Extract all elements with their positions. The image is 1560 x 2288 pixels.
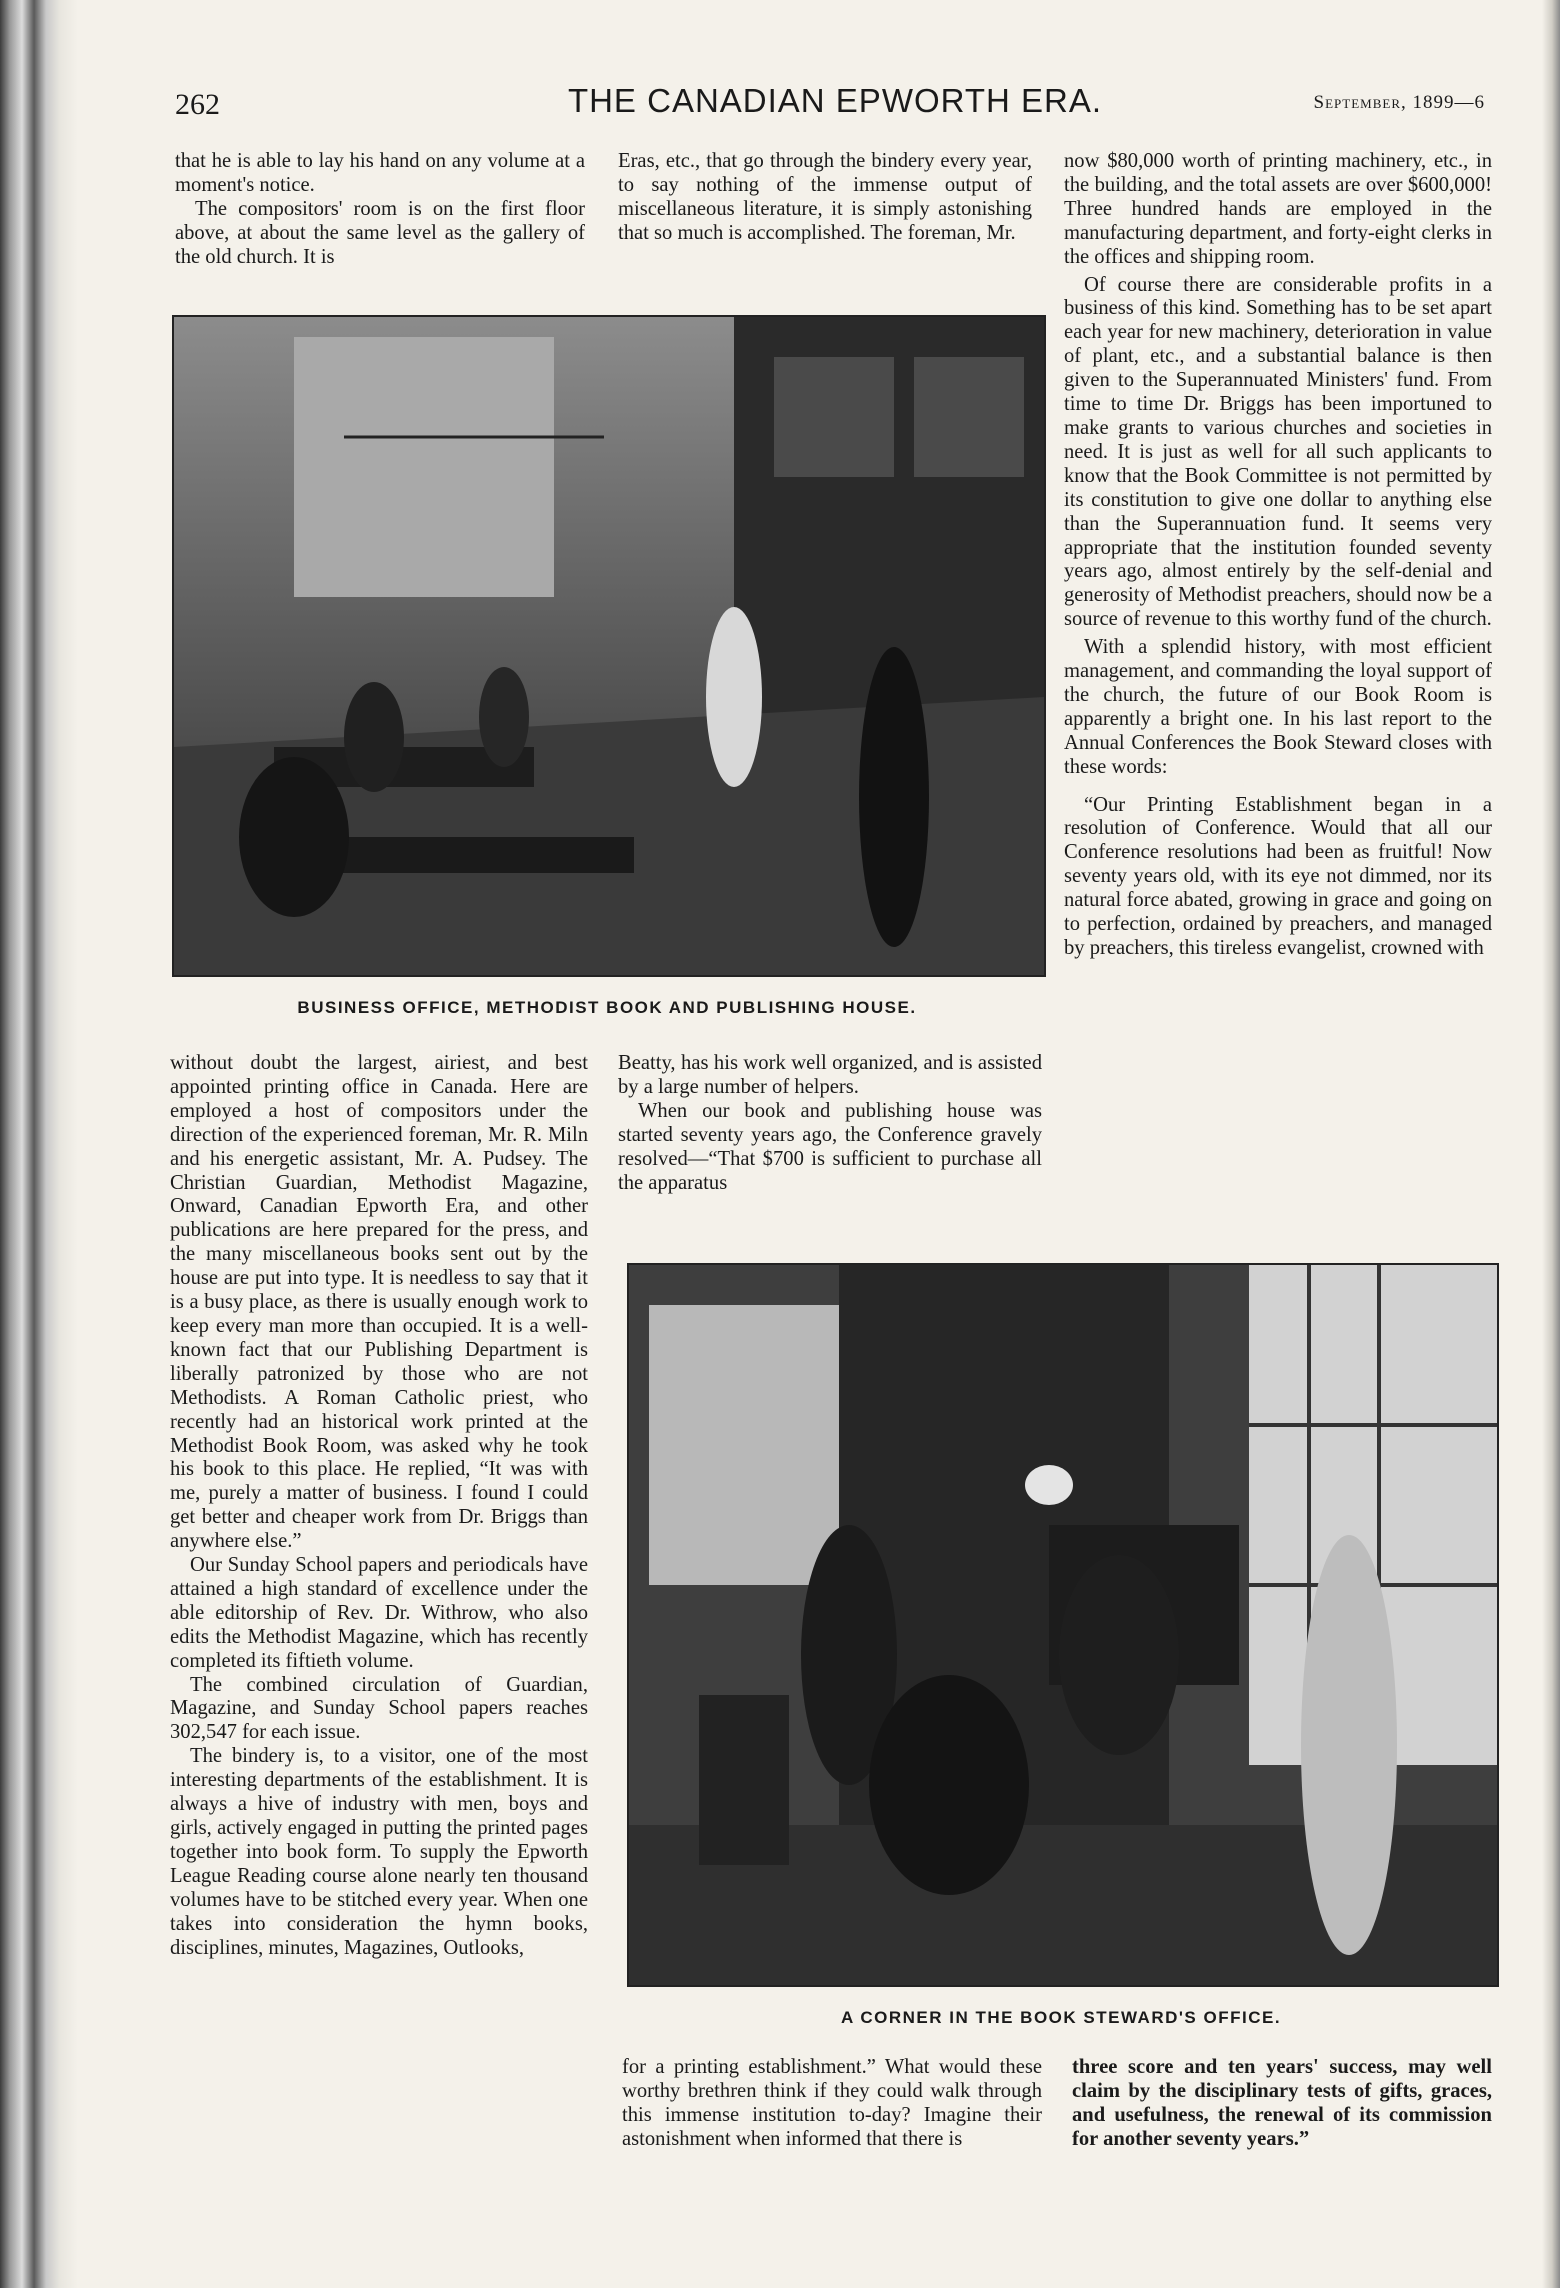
- paragraph: The compositors' room is on the first floor above, at about the same level as the gallery of the old church. It is: [175, 197, 585, 268]
- office-interior-illustration: [174, 317, 1044, 975]
- business-office-caption: BUSINESS OFFICE, METHODIST BOOK AND PUBLISHING HOUSE.: [297, 998, 917, 1017]
- book-steward-office-caption: A CORNER IN THE BOOK STEWARD'S OFFICE.: [840, 2008, 1282, 2027]
- paragraph: Beatty, has his work well organized, and is assisted by a large number of helpers.: [618, 1052, 1042, 1098]
- paragraph: that he is able to lay his hand on any volume at a moment's notice.: [175, 150, 585, 196]
- steward-office-illustration: [629, 1265, 1497, 1985]
- paragraph: The combined circulation of Guardian, Magazine, and Sunday School papers reaches 302,547 for each issue.: [170, 1673, 588, 1744]
- paragraph: “Our Printing Establishment began in a resolution of Conference. Would that all our Conference resolutions had been as fruitful! Now seventy years old, with its eye not dimmed, nor its natural force abated, growing in grace and going on to perfection, ordained by preachers, and managed by preachers, this tireless evangelist, crowned with: [1064, 793, 1492, 959]
- paragraph: Of course there are considerable profits in a business of this kind. Something has to be set apart each year for new machinery, deterioration in value of plant, etc., and a substantial balance is then given to the Superannuated Ministers' fund. From time to time Dr. Briggs has been importuned to make grants to various churches and societies in need. It is just as well for all such applicants to know that the Book Committee is not permitted by its constitution to give one dollar to anything else than the Superannuation fund. It seems very appropriate that the institution founded seventy years ago, almost entirely by the self-denial and generosity of Methodist preachers, should now be a source of revenue to this worthy fund of the church.: [1064, 273, 1492, 631]
- paragraph: The bindery is, to a visitor, one of the most interesting departments of the establishment. It is always a hive of industry with men, boys and girls, actively engaged in putting the printed pages together into book form. To supply the Epworth League Reading course alone nearly ten thousand volumes have to be stitched every year. When one takes into consideration the hymn books, disciplines, minutes, Magazines, Outlooks,: [170, 1745, 588, 1959]
- page-edge: [1542, 0, 1560, 2288]
- bottom-column-3: [1072, 2056, 1492, 2152]
- issue-date: September, 1899—6: [1313, 92, 1485, 113]
- book-binding-edge: [0, 0, 78, 2288]
- left-column-lower: [170, 1052, 588, 1960]
- paragraph: without doubt the largest, airiest, and best appointed printing office in Canada. Here are employed a host of compositors under the direction of the experienced foreman, Mr. R. Miln and his energetic assistant, Mr. A. Pudsey. The Christian Guardian, Methodist Magazine, Onward, Canadian Epworth Era, and other publications are here prepared for the press, and the many miscellaneous books sent out by the house are put into type. It is needless to say that it is a busy place, as there is usually enough work to keep every man more than occupied. It is a well-known fact that our Publishing Department is liberally patronized by those who are not Methodists. A Roman Catholic priest, who recently had an historical work printed at the Methodist Book Room, was asked why he took his book to this place. He replied, “It was with me, purely a matter of business. I found I could get better and cheaper work from Dr. Briggs than anywhere else.”: [170, 1052, 588, 1553]
- paragraph: With a splendid history, with most efficient management, and commanding the loyal support of the church, the future of our Book Room is apparently a bright one. In his last report to the Annual Conferences the Book Steward closes with these words:: [1064, 636, 1492, 778]
- paragraph: now $80,000 worth of printing machinery, etc., in the building, and the total assets are over $600,000! Three hundred hands are employed in the manufacturing department, and forty-eight clerks in the offices and shipping room.: [1064, 150, 1492, 268]
- business-office-photo: [172, 315, 1046, 977]
- middle-column: [618, 1052, 1042, 1195]
- bottom-column-2: [622, 2056, 1042, 2152]
- paragraph: When our book and publishing house was started seventy years ago, the Conference gravely resolved—“That $700 is sufficient to purchase all the apparatus: [618, 1099, 1042, 1194]
- page-header: [175, 82, 1495, 132]
- top-column-2: [618, 150, 1032, 246]
- top-column-1: [175, 150, 585, 270]
- right-column-upper: [1064, 150, 1492, 961]
- paragraph: three score and ten years' success, may well claim by the disciplinary tests of gifts, graces, and usefulness, the renewal of its commission for another seventy years.”: [1072, 2056, 1492, 2150]
- page-number: 262: [175, 88, 220, 121]
- paragraph: Our Sunday School papers and periodicals have attained a high standard of excellence under the able editorship of Rev. Dr. Withrow, who also edits the Methodist Magazine, which has recently completed its fiftieth volume.: [170, 1554, 588, 1672]
- paragraph: Eras, etc., that go through the bindery every year, to say nothing of the immense output of miscellaneous literature, it is simply astonishing that so much is accomplished. The foreman, Mr.: [618, 150, 1032, 244]
- publication-title: THE CANADIAN EPWORTH ERA.: [567, 82, 1103, 119]
- paragraph: for a printing establishment.” What would these worthy brethren think if they could walk through this immense institution to-day? Imagine their astonishment when informed that there is: [622, 2056, 1042, 2150]
- book-steward-office-photo: [627, 1263, 1499, 1987]
